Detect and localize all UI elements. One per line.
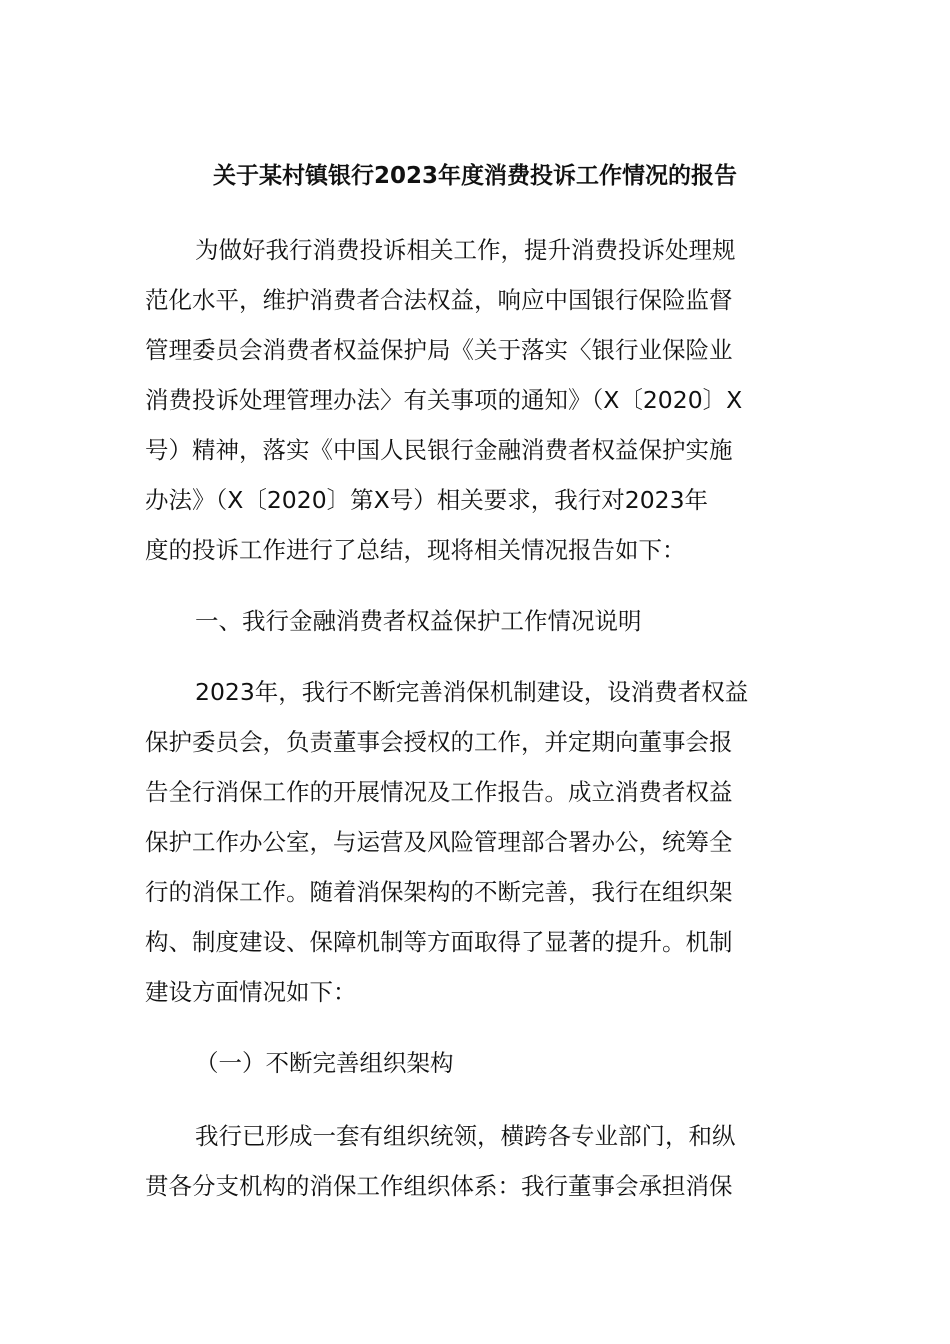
paragraph-section-1 [145,667,825,1017]
text-line: 2023年，我行不断完善消保机制建设，设消费者权益 [195,678,749,706]
text-line: 管理委员会消费者权益保护局《关于落实〈银行业保险业 [145,336,733,364]
text-line: 范化水平，维护消费者合法权益，响应中国银行保险监督 [145,286,733,314]
text-line: 保护工作办公室，与运营及风险管理部合署办公，统筹全 [145,828,733,856]
text-line: 号）精神，落实《中国人民银行金融消费者权益保护实施 [145,436,733,464]
text-line: 为做好我行消费投诉相关工作，提升消费投诉处理规 [195,236,736,264]
text-line: 构、制度建设、保障机制等方面取得了显著的提升。机制 [145,928,733,956]
paragraph-intro [145,225,825,575]
text-line: 建设方面情况如下： [145,978,357,1006]
document-title: 关于某村镇银行2023年度消费投诉工作情况的报告 [212,163,737,189]
text-line: 消费投诉处理管理办法〉有关事项的通知》（X〔2020〕X [145,386,743,414]
text-line: 保护委员会，负责董事会授权的工作，并定期向董事会报 [145,728,733,756]
section-heading-1 [145,596,825,646]
paragraph-section-2 [145,1111,825,1211]
heading-text: （一）不断完善组织架构 [195,1049,454,1077]
text-line: 告全行消保工作的开展情况及工作报告。成立消费者权益 [145,778,733,806]
heading-text: 一、我行金融消费者权益保护工作情况说明 [195,607,642,635]
section-heading-2 [145,1038,825,1088]
text-line: 贯各分支机构的消保工作组织体系：我行董事会承担消保 [145,1172,733,1200]
text-line: 我行已形成一套有组织统领，横跨各专业部门，和纵 [195,1122,736,1150]
text-line: 度的投诉工作进行了总结，现将相关情况报告如下： [145,536,686,564]
text-line: 办法》（X〔2020〕第X号）相关要求，我行对2023年 [145,486,709,514]
text-line: 行的消保工作。随着消保架构的不断完善，我行在组织架 [145,878,733,906]
